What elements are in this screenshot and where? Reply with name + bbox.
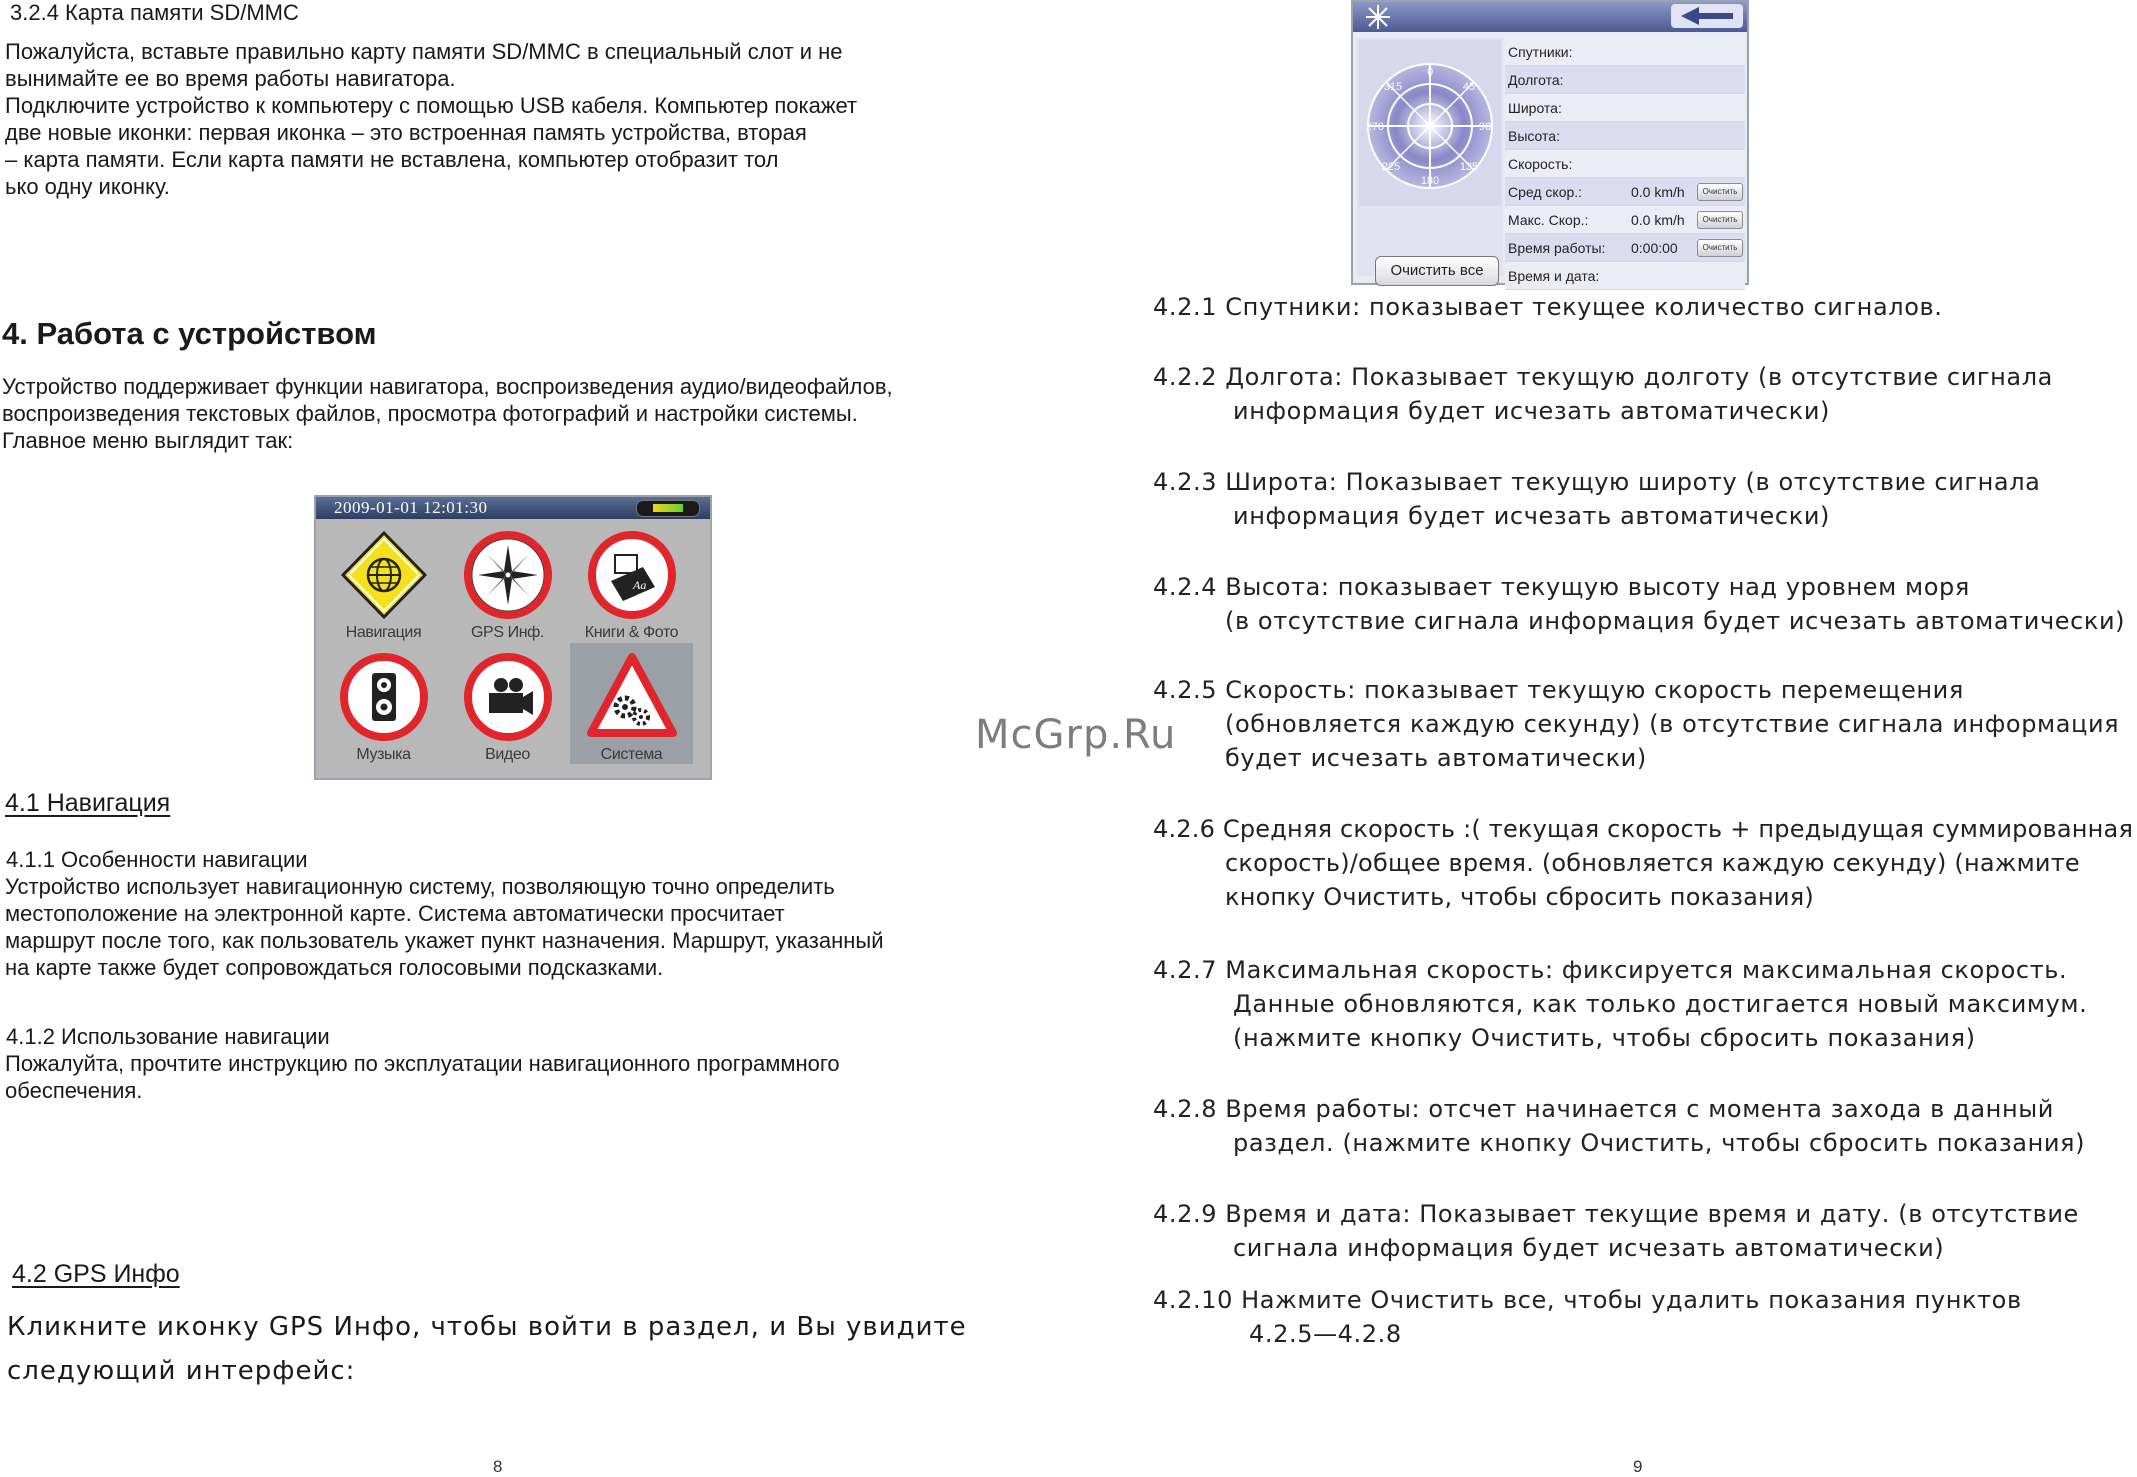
item-4210 <box>1153 1283 2022 1351</box>
degree-label: 225 <box>1381 161 1401 173</box>
text-line: кнопку Очистить, чтобы сбросить показания) <box>1225 883 1814 911</box>
item-421 <box>1153 290 1942 324</box>
section-411-title: 4.1.1 Особенности навигации <box>6 847 308 872</box>
compass-icon <box>461 529 555 621</box>
tile-gps-info[interactable] <box>446 521 569 642</box>
text-line: сигнала информация будет исчезать автоматически) <box>1233 1234 1945 1262</box>
gears-icon <box>585 651 679 743</box>
datetime-label: 2009-01-01 12:01:30 <box>334 498 488 517</box>
section-412-title: 4.1.2 Использование навигации <box>6 1024 330 1049</box>
text-line: 4.2.8 Время работы: отсчет начинается с момента захода в данный <box>1153 1095 2054 1123</box>
degree-label: 270 <box>1365 121 1385 133</box>
text-line: воспроизведения текстовых файлов, просмотра фотографий и настройки системы. <box>2 401 858 426</box>
globe-sign-icon <box>337 529 431 621</box>
text-line: (в отсутствие сигнала информация будет исчезать автоматически) <box>1225 607 2126 635</box>
row-value: 0.0 km/h <box>1631 212 1685 228</box>
text-line: Устройство использует навигационную систему, позволяющую точно определить <box>5 874 835 899</box>
text-line: будет исчезать автоматически) <box>1225 744 1647 772</box>
text-line: 4.2.9 Время и дата: Показывает текущие время и дату. (в отсутствие <box>1153 1200 2079 1228</box>
item-426 <box>1153 812 2133 914</box>
info-row <box>1505 262 1745 290</box>
item-422 <box>1153 360 2053 428</box>
degree-label: 135 <box>1459 161 1479 173</box>
section-42-text <box>7 1305 967 1393</box>
item-425 <box>1153 673 2119 775</box>
section-41-title: 4.1 Навигация <box>5 789 171 817</box>
text-line: 4.2.7 Максимальная скорость: фиксируется максимальная скорость. <box>1153 956 2068 984</box>
row-label: Макс. Скор.: <box>1508 212 1589 228</box>
text-line: Кликните иконку GPS Инфо, чтобы войти в раздел, и Вы увидите <box>7 1312 967 1342</box>
degree-label: 315 <box>1383 81 1403 93</box>
section-42-title: 4.2 GPS Инфо <box>12 1260 180 1288</box>
degree-label: 0 <box>1426 66 1434 78</box>
clear-button[interactable]: Очистить <box>1697 183 1743 201</box>
tile-video[interactable] <box>446 643 569 764</box>
item-424 <box>1153 570 2125 638</box>
section-324-text <box>5 38 857 200</box>
menu-status-bar <box>316 497 710 519</box>
text-line: маршрут после того, как пользователь укажет пункт назначения. Маршрут, указанный <box>5 928 884 953</box>
info-row <box>1505 234 1745 262</box>
text-line: 4.2.4 Высота: показывает текущую высоту над уровнем моря <box>1153 573 1970 601</box>
video-camera-icon <box>461 651 555 743</box>
text-line: (нажмите кнопку Очистить, чтобы сбросить показания) <box>1233 1024 1976 1052</box>
chapter-4-title: 4. Работа с устройством <box>2 316 377 351</box>
row-value: 0.0 km/h <box>1631 184 1685 200</box>
clear-button[interactable]: Очистить <box>1697 239 1743 257</box>
info-row <box>1505 94 1745 122</box>
text-line: вынимайте ее во время работы навигатора. <box>5 66 456 91</box>
row-label: Спутники: <box>1508 44 1573 60</box>
back-button[interactable] <box>1671 4 1743 28</box>
main-menu-screenshot <box>314 495 712 780</box>
clear-all-button[interactable]: Очистить все <box>1375 256 1499 286</box>
row-label: Время и дата: <box>1508 268 1600 284</box>
satellite-icon <box>1363 2 1393 32</box>
row-label: Широта: <box>1508 100 1562 116</box>
tile-label: Система <box>600 746 663 763</box>
text-line: – карта памяти. Если карта памяти не вставлена, компьютер отобразит тол <box>5 147 779 172</box>
tile-label: GPS Инф. <box>471 624 544 641</box>
row-label: Долгота: <box>1508 72 1564 88</box>
speaker-icon <box>337 651 431 743</box>
text-line: раздел. (нажмите кнопку Очистить, чтобы сбросить показания) <box>1233 1129 2086 1157</box>
text-line: 4.2.2 Долгота: Показывает текущую долготу (в отсутствие сигнала <box>1153 363 2053 391</box>
text-line: скорость)/общее время. (обновляется каждую секунду) (нажмите <box>1225 849 2080 877</box>
text-line: информация будет исчезать автоматически) <box>1233 397 1830 425</box>
row-label: Время работы: <box>1508 240 1606 256</box>
text-line: на карте также будет сопровождаться голосовыми подсказками. <box>5 955 664 980</box>
text-line: 4.2.1 Спутники: показывает текущее количество сигналов. <box>1153 293 1943 321</box>
section-411-text <box>5 873 884 981</box>
text-line: Устройство поддерживает функции навигатора, воспроизведения аудио/видеофайлов, <box>2 374 893 399</box>
clear-button[interactable]: Очистить <box>1697 211 1743 229</box>
tile-label: Книги & Фото <box>584 624 679 641</box>
row-label: Высота: <box>1508 128 1560 144</box>
tile-label: Видео <box>485 746 530 763</box>
row-label: Сред скор.: <box>1508 184 1583 200</box>
row-value: 0:00:00 <box>1631 240 1678 256</box>
svg-text:Aa: Aa <box>633 578 647 592</box>
sky-view-panel <box>1357 38 1503 279</box>
item-429 <box>1153 1197 2079 1265</box>
row-label: Скорость: <box>1508 156 1573 172</box>
text-line: Пожалуйта, прочтите инструкцию по эксплуатации навигационного программного <box>5 1051 840 1076</box>
gps-header <box>1353 2 1747 32</box>
info-row <box>1505 206 1745 234</box>
tile-books-photo[interactable] <box>570 521 693 642</box>
section-412-text <box>5 1050 840 1104</box>
info-row <box>1505 38 1745 66</box>
tile-music[interactable] <box>322 643 445 764</box>
satellite-sky-chart <box>1357 38 1503 208</box>
tile-label: Навигация <box>345 624 422 641</box>
tile-system[interactable] <box>570 643 693 764</box>
back-arrow-icon <box>1671 4 1743 28</box>
tile-navigation[interactable] <box>322 521 445 642</box>
item-423 <box>1153 465 2040 533</box>
text-line: 4.2.3 Широта: Показывает текущую широту (в отсутствие сигнала <box>1153 468 2041 496</box>
watermark: McGrp.Ru <box>975 712 1177 758</box>
page-number-right: 9 <box>1633 1457 1643 1476</box>
info-row <box>1505 178 1745 206</box>
degree-label: 90 <box>1478 121 1492 133</box>
text-line: Данные обновляются, как только достигается новый максимум. <box>1233 990 2088 1018</box>
text-line: 4.2.6 Средняя скорость :( текущая скорость + предыдущая суммированная <box>1153 815 2134 843</box>
book-photo-icon <box>585 529 679 621</box>
text-line: обеспечения. <box>5 1078 143 1103</box>
gps-info-screenshot <box>1351 0 1749 285</box>
battery-icon <box>636 500 700 517</box>
degree-label: 45 <box>1462 81 1476 93</box>
item-428 <box>1153 1092 2085 1160</box>
gps-info-table <box>1505 38 1745 290</box>
text-line: следующий интерфейс: <box>7 1356 356 1386</box>
text-line: 4.2.5 Скорость: показывает текущую скорость перемещения <box>1153 676 1964 704</box>
section-324-title: 3.2.4 Карта памяти SD/MMC <box>10 0 299 25</box>
item-427 <box>1153 953 2087 1055</box>
chapter-4-text <box>2 373 893 454</box>
text-line: 4.2.10 Нажмите Очистить все, чтобы удалить показания пунктов <box>1153 1286 2022 1314</box>
text-line: две новые иконки: первая иконка – это встроенная память устройства, вторая <box>5 120 807 145</box>
text-line: Пожалуйста, вставьте правильно карту памяти SD/MMC в специальный слот и не <box>5 39 843 64</box>
info-row <box>1505 150 1745 178</box>
degree-label: 180 <box>1420 175 1440 187</box>
text-line: (обновляется каждую секунду) (в отсутствие сигнала информация <box>1225 710 2120 738</box>
text-line: информация будет исчезать автоматически) <box>1233 502 1830 530</box>
info-row <box>1505 122 1745 150</box>
info-row <box>1505 66 1745 94</box>
text-line: Подключите устройство к компьютеру с помощью USB кабеля. Компьютер покажет <box>5 93 858 118</box>
tile-label: Музыка <box>356 746 411 763</box>
text-line: Главное меню выглядит так: <box>2 428 294 453</box>
text-line: ько одну иконку. <box>5 174 170 199</box>
text-line: местоположение на электронной карте. Система автоматически просчитает <box>5 901 785 926</box>
page-number-left: 8 <box>493 1457 503 1476</box>
text-line: 4.2.5—4.2.8 <box>1249 1320 1402 1348</box>
